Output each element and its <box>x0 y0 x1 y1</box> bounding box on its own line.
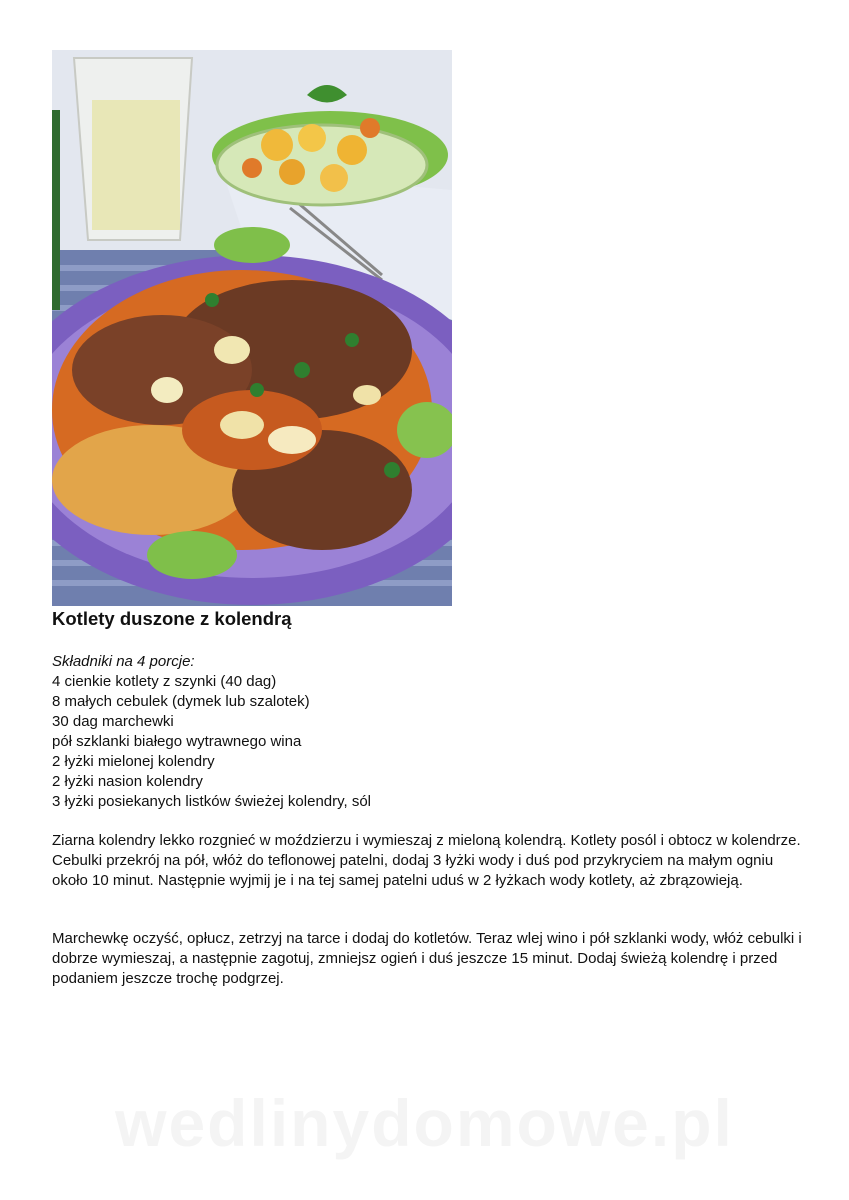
ingredient-item: 2 łyżki nasion kolendry <box>52 773 203 790</box>
ingredients-header: Składniki na 4 porcje: <box>52 653 195 670</box>
bottle-edge <box>52 110 60 310</box>
ingredient-item: 3 łyżki posiekanych listków świeżej kolendry, sól <box>52 793 372 810</box>
ingredient-item: 4 cienkie kotlety z szynki (40 dag) <box>52 673 277 690</box>
instruction-paragraph: Ziarna kolendry lekko rozgnieć w moździerzu i wymieszaj z mieloną kolendrą. Kotlety posól i obtocz w kolendrze. Cebulki przekrój na pół, włóż do teflonowej patelni, dodaj 3 łyżki wody i duś pod przykryciem na małym ogniu około 10 minut. Następnie wyjmij je i na tej samej patelni uduś w 2 łyżkach wody kotlety, aż zbrązowieją. <box>52 832 801 889</box>
site-watermark: wedlinydomowe.pl <box>115 1086 734 1160</box>
wine-glass <box>74 58 192 240</box>
ingredient-item: 2 łyżki mielonej kolendry <box>52 753 215 770</box>
dish-photo <box>52 50 452 606</box>
dish-illustration <box>52 50 452 606</box>
instruction-paragraph: Marchewkę oczyść, opłucz, zetrzyj na tarce i dodaj do kotletów. Teraz wlej wino i pół szklanki wody, włóż cebulki i dobrze wymieszaj, a następnie zagotuj, zmniejsz ogień i duś jeszcze 15 minut. Dodaj świeżą kolendrę i przed podaniem jeszcze trochę podgrzej. <box>52 930 802 987</box>
cutlets-with-carrots <box>52 270 432 550</box>
ingredient-item: 30 dag marchewki <box>52 713 174 730</box>
recipe-title: Kotlety duszone z kolendrą <box>52 608 292 629</box>
ingredient-item: 8 małych cebulek (dymek lub szalotek) <box>52 693 310 710</box>
ingredients-list <box>52 652 371 812</box>
ingredient-item: pół szklanki białego wytrawnego wina <box>52 733 302 750</box>
